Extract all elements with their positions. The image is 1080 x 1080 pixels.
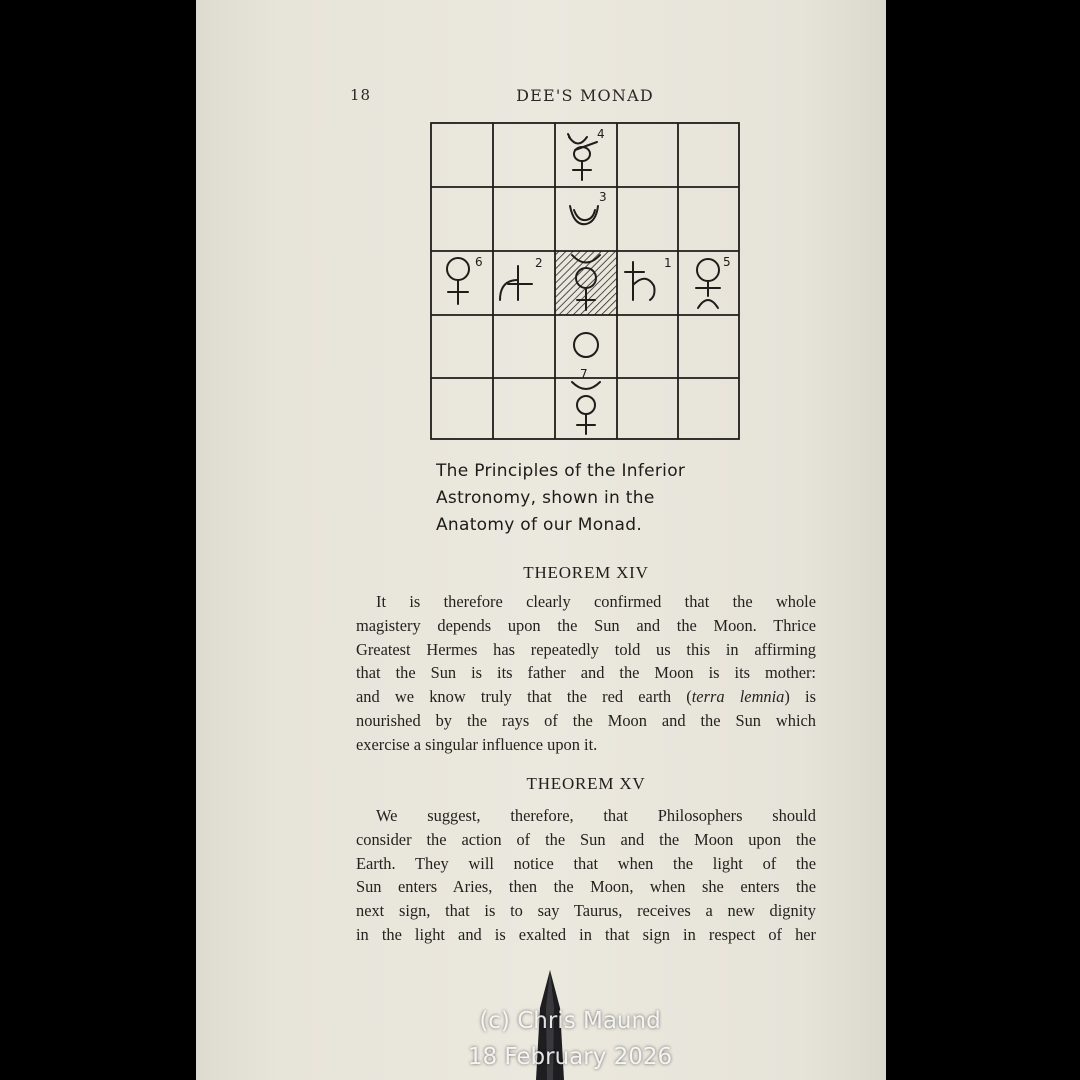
number-top: 4: [597, 127, 605, 141]
text-segment: and we know truly that the red earth: [356, 687, 672, 707]
text-line: Earth. They will notice that when the light of the: [356, 853, 816, 873]
monad-diagram: [428, 120, 744, 442]
number-right-inner: 1: [664, 256, 672, 270]
sun-circle-icon: [574, 333, 598, 357]
text-line: exercise a singular influence upon it.: [356, 734, 598, 754]
moon-crescent-icon: [570, 206, 598, 224]
theorem-15-title: THEOREM XV: [526, 774, 646, 793]
running-head: DEE'S MONAD: [516, 86, 654, 105]
text-line: and we know truly that the red earth (terra lemnia) is: [356, 687, 816, 707]
caption-line: Astronomy, shown in the: [436, 488, 655, 508]
number-left-inner: 2: [535, 256, 543, 270]
text-line: consider the action of the Sun and the Moon upon the: [356, 829, 816, 849]
number-left-outer: 6: [475, 255, 483, 269]
text-line: We suggest, therefore, that Philosophers should: [376, 806, 816, 825]
page-number: 18: [350, 86, 372, 104]
text-line: that the Sun is its father and the Moon is its mother:: [356, 663, 816, 683]
venus-icon: [447, 258, 469, 304]
text-line: magistery depends upon the Sun and the Moon. Thrice: [356, 615, 816, 635]
monad-grid-svg: [428, 120, 744, 442]
theorem-14-title: THEOREM XIV: [523, 563, 649, 582]
figure-caption: [436, 458, 756, 539]
caption-line: Anatomy of our Monad.: [436, 515, 643, 535]
number-bottom: 7: [580, 367, 588, 381]
venus-with-horns-icon: [568, 134, 597, 180]
text-line: nourished by the rays of the Moon and the Sun which: [356, 710, 816, 730]
theorem-15-text: [356, 804, 816, 947]
watermark-line-1: (c) Chris Maund: [479, 1008, 661, 1034]
text-line: next sign, that is to say Taurus, receives a new dignity: [356, 901, 816, 921]
number-moon: 3: [599, 190, 607, 204]
caption-line: The Principles of the Inferior: [436, 461, 686, 481]
watermark-line-2: 18 February 2026: [467, 1044, 673, 1070]
text-line: It is therefore clearly confirmed that the whole: [376, 592, 816, 611]
text-line: in the light and is exalted in that sign in respect of her: [356, 924, 816, 944]
jupiter-icon: [500, 266, 532, 300]
text-line: Greatest Hermes has repeatedly told us this in affirming: [356, 639, 816, 659]
text-line: Sun enters Aries, then the Moon, when she enters the: [356, 877, 816, 897]
saturn-icon: [625, 262, 655, 300]
venus-inverted-icon: [696, 259, 720, 308]
italic-term: terra lemnia: [691, 687, 785, 707]
theorem-14-text: [356, 590, 816, 757]
number-right-outer: 5: [723, 255, 731, 269]
mercury-icon: [572, 382, 600, 434]
text-segment: is: [805, 687, 816, 707]
